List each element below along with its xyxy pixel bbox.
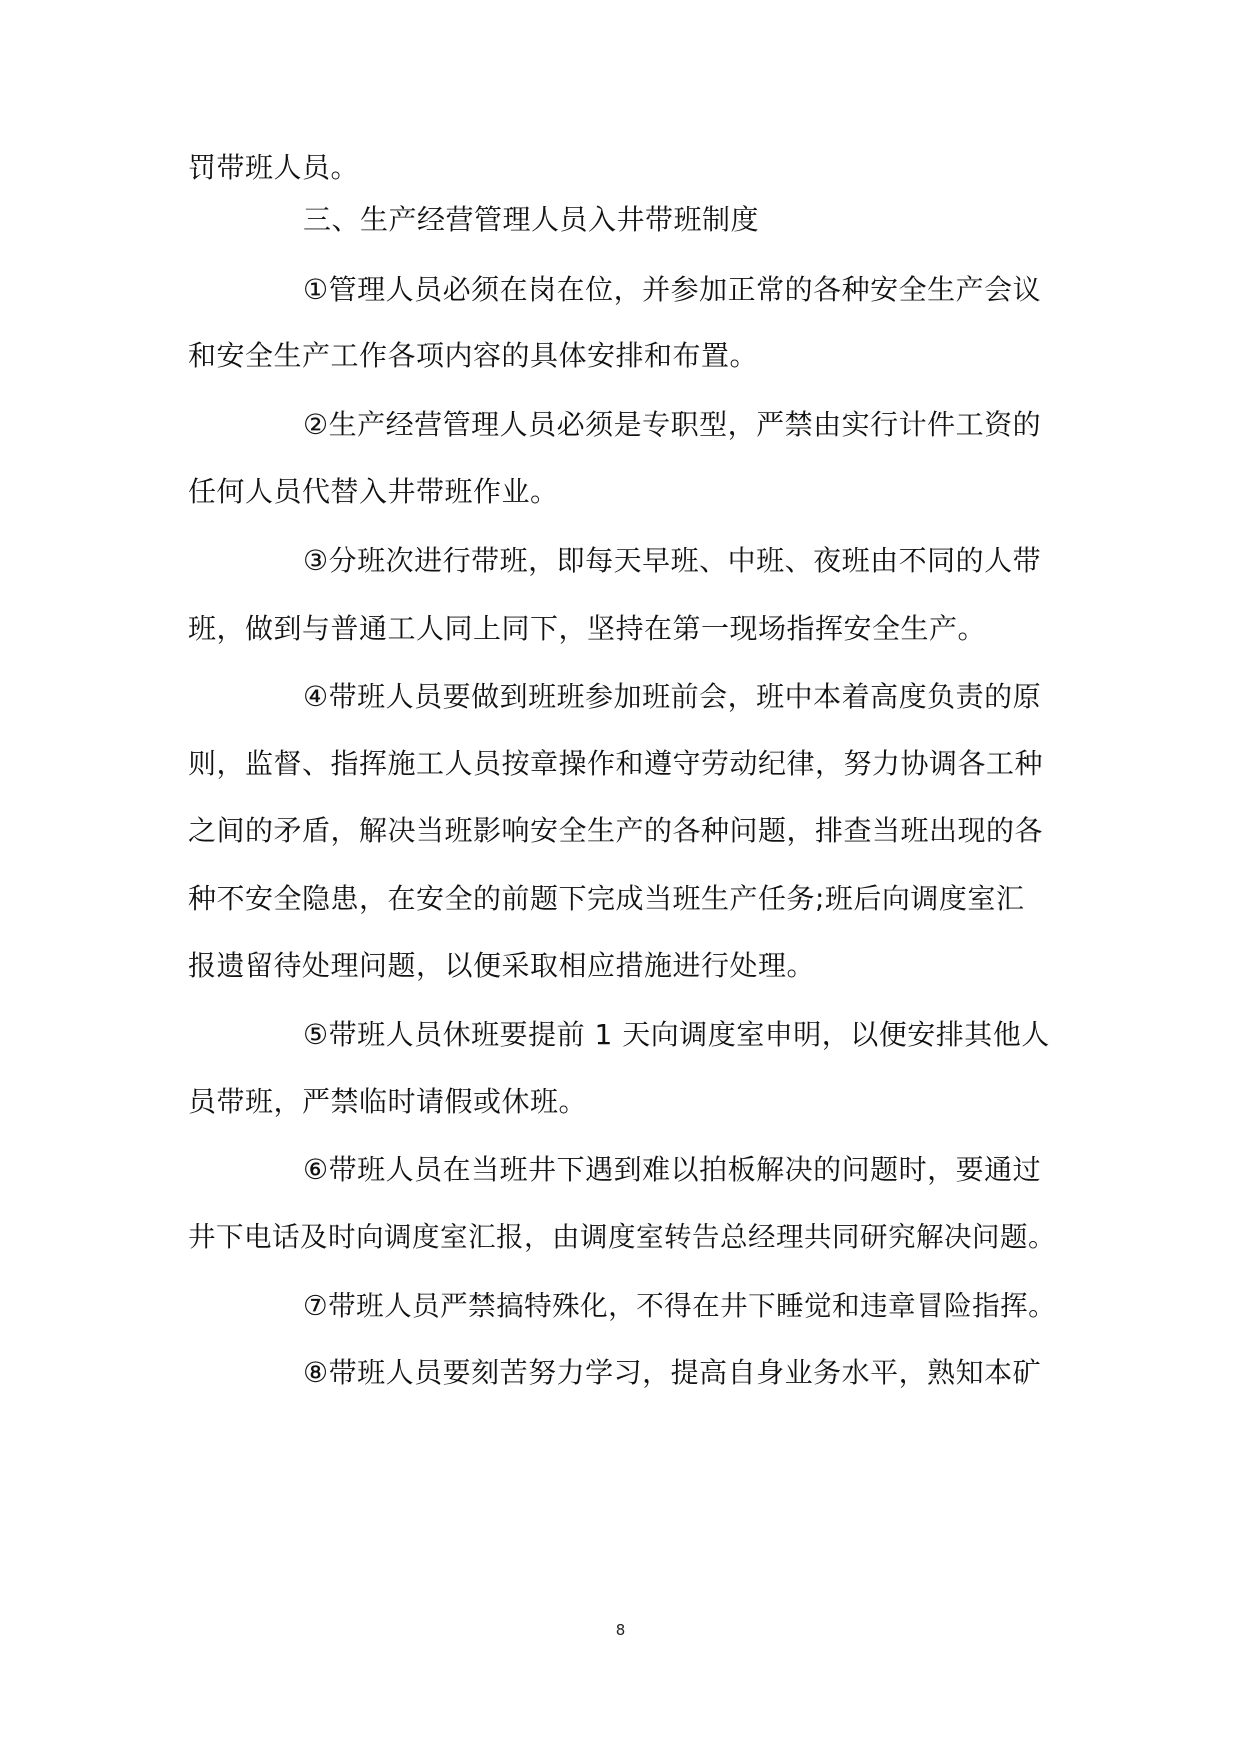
text-line: 井下电话及时向调度室汇报，由调度室转告总经理共同研究解决问题。 [188, 1221, 1056, 1253]
text-line: 种不安全隐患，在安全的前题下完成当班生产任务;班后向调度室汇 [188, 882, 1025, 915]
text-line: ①管理人员必须在岗在位，并参加正常的各种安全生产会议 [303, 273, 1042, 306]
text-line: ⑦带班人员严禁搞特殊化，不得在井下睡觉和违章冒险指挥。 [303, 1290, 1057, 1322]
page-number: 8 [615, 1621, 626, 1639]
text-line: ⑥带班人员在当班井下遇到难以拍板解决的问题时，要通过 [303, 1153, 1042, 1186]
text-line: ②生产经营管理人员必须是专职型，严禁由实行计件工资的 [303, 408, 1042, 441]
text-line: 员带班，严禁临时请假或休班。 [188, 1085, 588, 1118]
text-line: 任何人员代替入井带班作业。 [188, 475, 559, 508]
text-line: 则，监督、指挥施工人员按章操作和遵守劳动纪律，努力协调各工种 [188, 747, 1044, 780]
text-line: ④带班人员要做到班班参加班前会，班中本着高度负责的原 [303, 680, 1042, 713]
text-line: ⑤带班人员休班要提前 1 天向调度室申明，以便安排其他人 [303, 1018, 1050, 1051]
section-heading: 三、生产经营管理人员入井带班制度 [303, 203, 760, 236]
text-line: ⑧带班人员要刻苦努力学习，提高自身业务水平，熟知本矿 [303, 1356, 1042, 1389]
text-line: ③分班次进行带班，即每天早班、中班、夜班由不同的人带 [303, 544, 1042, 577]
text-line: 之间的矛盾，解决当班影响安全生产的各种问题，排查当班出现的各 [188, 814, 1044, 847]
text-line: 班，做到与普通工人同上同下，坚持在第一现场指挥安全生产。 [188, 612, 987, 645]
text-line: 和安全生产工作各项内容的具体安排和布置。 [188, 339, 759, 372]
text-line: 罚带班人员。 [188, 151, 360, 184]
text-line: 报遗留待处理问题，以便采取相应措施进行处理。 [188, 949, 816, 982]
